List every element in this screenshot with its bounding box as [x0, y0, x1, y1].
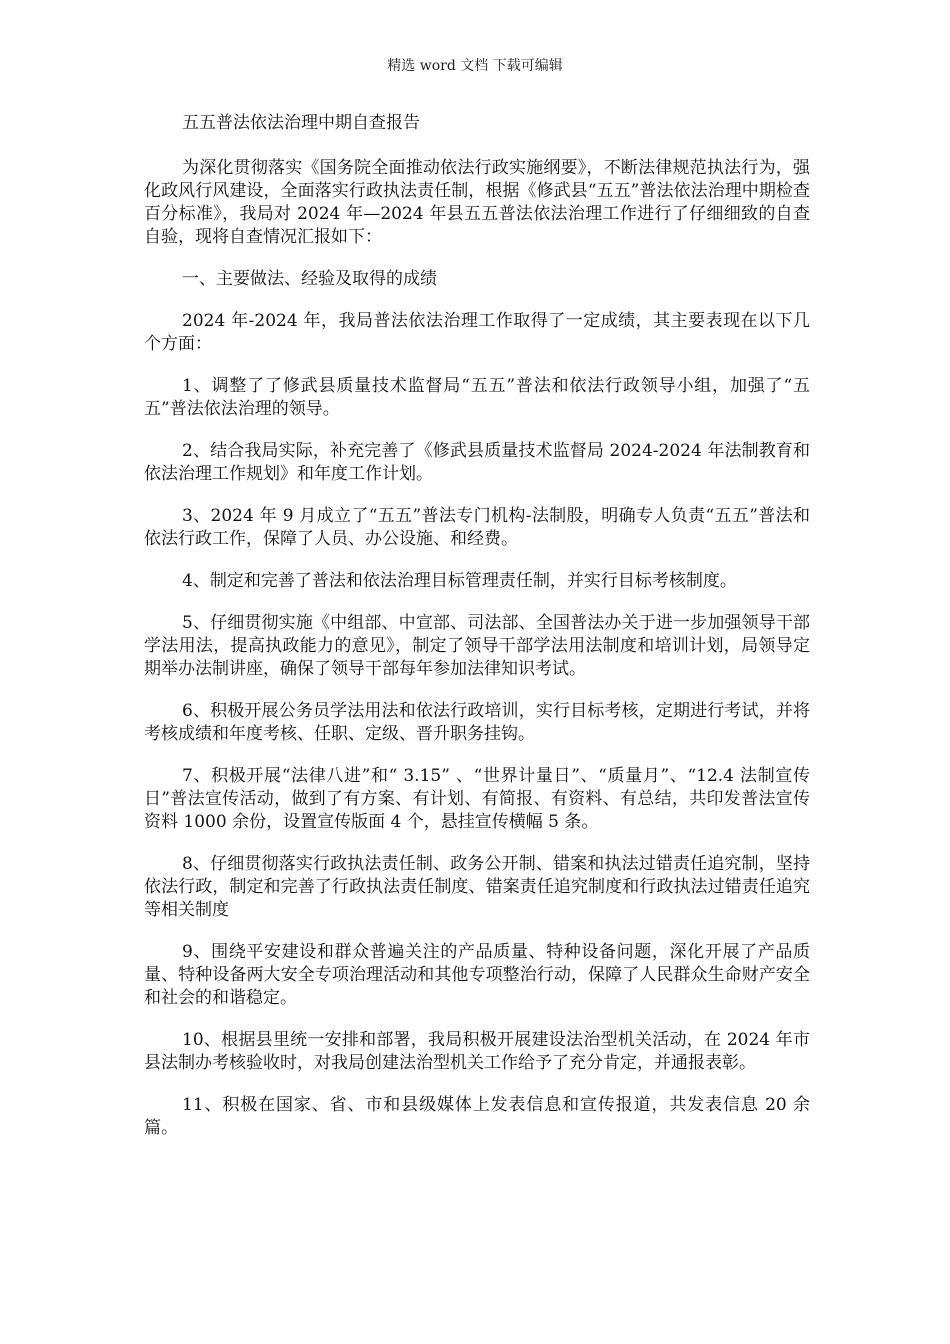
list-item-8: 8、仔细贯彻落实行政执法责任制、政务公开制、错案和执法过错责任追究制，坚持依法行政，制定和完善了行政执法责任制度、错案责任追究制度和行政执法过错责任追究等相关制度	[144, 854, 810, 920]
list-item-3: 3、2024 年 9 月成立了“五五”普法专门机构-法制股，明确专人负责“五五”普法和依法行政工作，保障了人员、办公设施、和经费。	[144, 506, 810, 549]
page-header: 精选 word 文档 下载可编辑	[387, 58, 563, 74]
section-heading-1: 一、主要做法、经验及取得的成绩	[182, 269, 437, 289]
list-item-5: 5、仔细贯彻实施《中组部、中宣部、司法部、全国普法办关于进一步加强领导干部学法用法，提高执政能力的意见》，制定了领导干部学法用法制度和培训计划，局领导定期举办法制讲座，确保了领导干部每年参加法律知识考试。	[144, 613, 810, 679]
list-item-6: 6、积极开展公务员学法用法和依法行政培训，实行目标考核，定期进行考试，并将考核成绩和年度考核、任职、定级、晋升职务挂钩。	[144, 701, 810, 744]
list-item-1: 1、调整了了修武县质量技术监督局“五五”普法和依法行政领导小组，加强了“五五”普法依法治理的领导。	[144, 376, 810, 419]
paragraph-summary: 2024 年-2024 年，我局普法依法治理工作取得了一定成绩，其主要表现在以下几个方面：	[144, 311, 810, 354]
list-item-11: 11、积极在国家、省、市和县级媒体上发表信息和宣传报道，共发表信息 20 余篇。	[144, 1095, 810, 1138]
list-item-10: 10、根据县里统一安排和部署，我局积极开展建设法治型机关活动，在 2024 年市县法制办考核验收时，对我局创建法治型机关工作给予了充分肯定，并通报表彰。	[144, 1030, 810, 1073]
list-item-9: 9、围绕平安建设和群众普遍关注的产品质量、特种设备问题，深化开展了产品质量、特种设备两大安全专项治理活动和其他专项整治行动，保障了人民群众生命财产安全和社会的和谐稳定。	[144, 942, 810, 1008]
document-body	[144, 112, 810, 1159]
list-item-7: 7、积极开展“法律八进”和“ 3.15” 、“世界计量日”、“质量月”、“12.4 法制宣传日”普法宣传活动，做到了有方案、有计划、有简报、有资料、有总结，共印发普法宣传资料 1000 余份，设置宣传版面 4 个，悬挂宣传横幅 5 条。	[144, 766, 810, 832]
document-title: 五五普法依法治理中期自查报告	[182, 113, 420, 133]
paragraph-intro: 为深化贯彻落实《国务院全面推动依法行政实施纲要》，不断法律规范执法行为，强化政风行风建设，全面落实行政执法责任制，根据《修武县“五五”普法依法治理中期检查百分标准》，我局对 2024 年—2024 年县五五普法依法治理工作进行了仔细细致的自查自验，现将自查情况汇报如下：	[144, 158, 810, 247]
list-item-4: 4、制定和完善了普法和依法治理目标管理责任制，并实行目标考核制度。	[182, 571, 737, 591]
list-item-2: 2、结合我局实际，补充完善了《修武县质量技术监督局 2024-2024 年法制教育和依法治理工作规划》和年度工作计划。	[144, 441, 810, 484]
